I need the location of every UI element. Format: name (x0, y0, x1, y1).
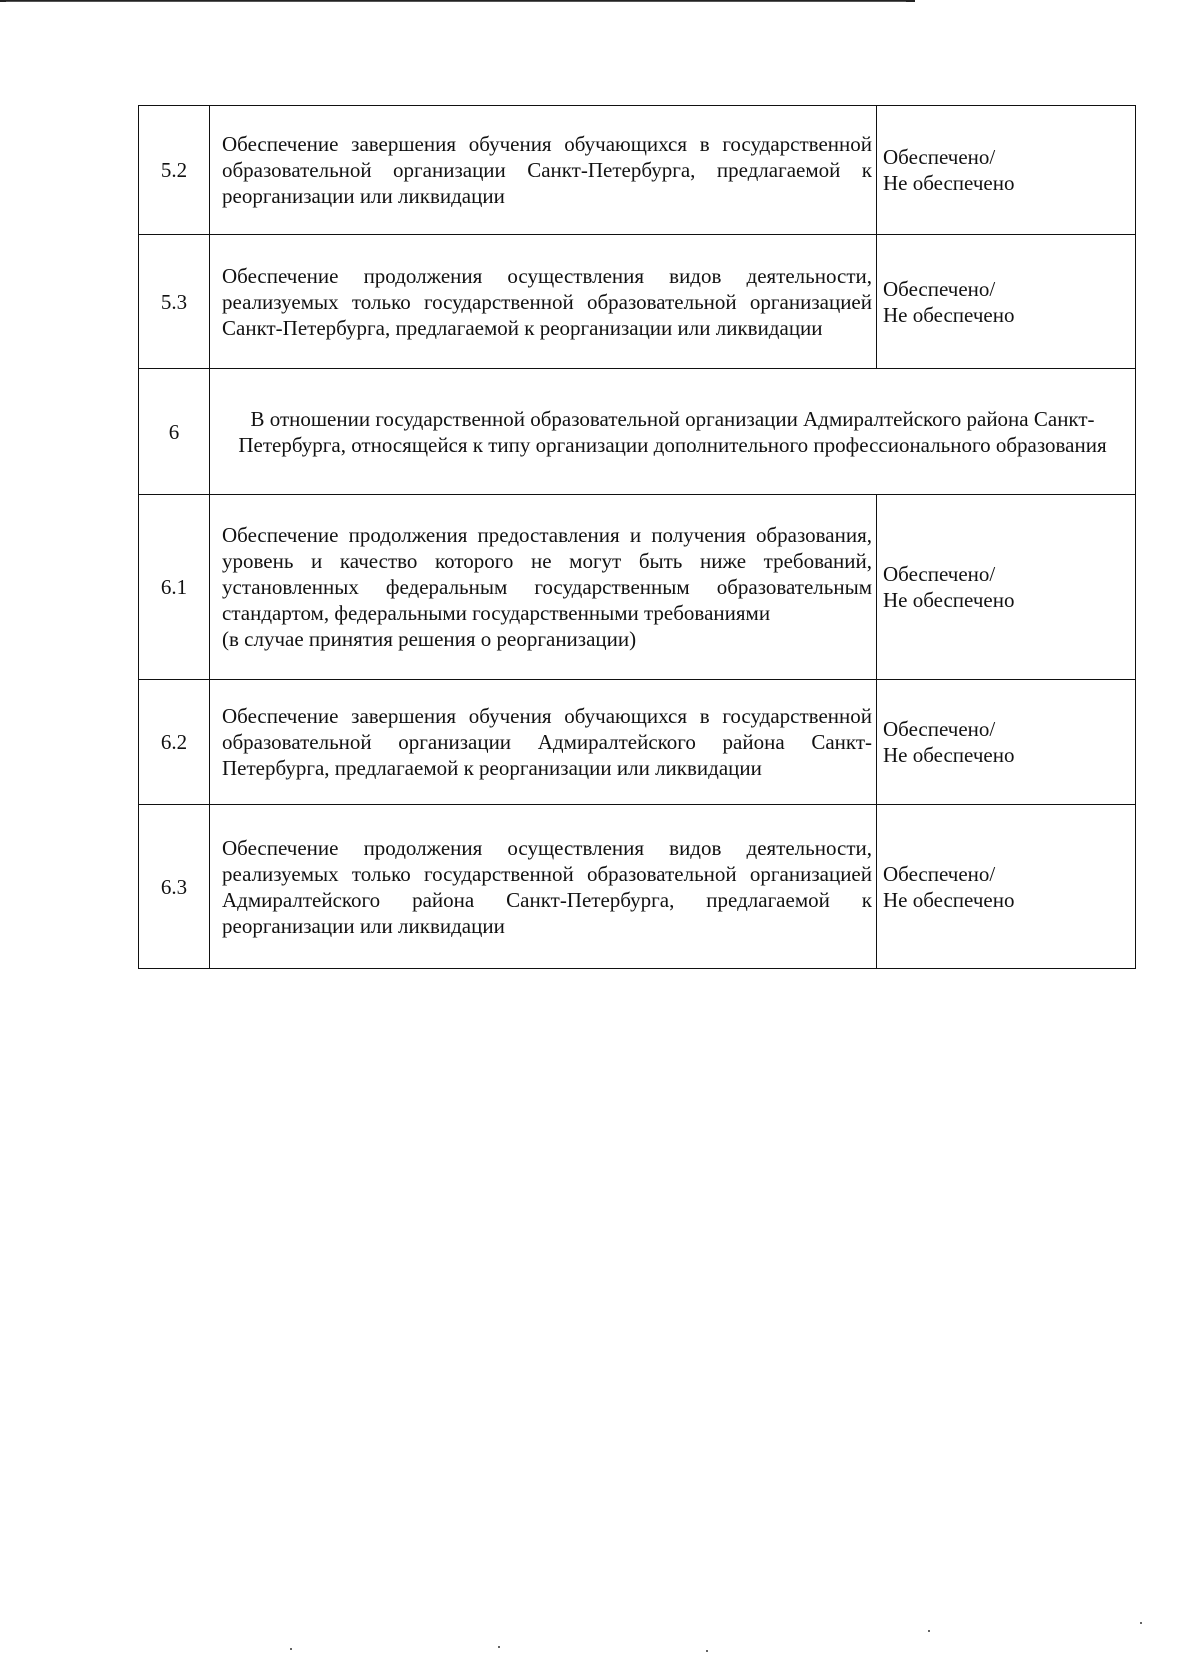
section-heading: В отношении государственной образовательной организации Адмиралтейского района Санкт-Петербурга, относящейся к типу организации дополнительного профессионального образования (210, 369, 1136, 495)
status-option-provided: Обеспечено/ (883, 562, 996, 586)
table-row (139, 106, 1136, 235)
scan-speck (498, 1646, 500, 1648)
status-option-not-provided: Не обеспечено (883, 743, 1015, 767)
scan-speck (928, 1630, 930, 1632)
criterion-text (210, 495, 877, 680)
status-option-not-provided: Не обеспечено (883, 171, 1015, 195)
table-row (139, 369, 1136, 495)
status-option-not-provided: Не обеспечено (883, 887, 1015, 912)
status-cell (877, 495, 1136, 680)
criterion-note: (в случае принятия решения о реорганизации) (222, 627, 637, 651)
status-cell (877, 235, 1136, 369)
criterion-main-text: Обеспечение продолжения предоставления и получения образования, уровень и качество которого не могут быть ниже требований, установленных федеральным государственным образовательным стандартом, федеральными государственными требованиями (222, 523, 872, 625)
criterion-text: Обеспечение продолжения осуществления видов деятельности, реализуемых только государственной образовательной организацией Адмиралтейского района Санкт-Петербурга, предлагаемой к реорганизации или ликвидации (210, 805, 877, 969)
row-number: 6 (139, 369, 210, 495)
criteria-table (138, 105, 1136, 969)
status-option-not-provided: Не обеспечено (883, 302, 1015, 327)
row-number: 6.3 (139, 805, 210, 969)
table-row (139, 495, 1136, 680)
table-row (139, 805, 1136, 969)
row-number: 5.2 (139, 106, 210, 235)
status-option-provided: Обеспечено/ (883, 861, 996, 886)
status-cell (877, 680, 1136, 805)
table-row (139, 235, 1136, 369)
status-option-provided: Обеспечено/ (883, 276, 996, 301)
criterion-text: Обеспечение завершения обучения обучающихся в государственной образовательной организации Адмиралтейского района Санкт-Петербурга, предлагаемой к реорганизации или ликвидации (210, 680, 877, 805)
criterion-text: Обеспечение продолжения осуществления видов деятельности, реализуемых только государственной образовательной организацией Санкт-Петербурга, предлагаемой к реорганизации или ликвидации (210, 235, 877, 369)
scan-top-border (0, 0, 915, 4)
status-option-provided: Обеспечено/ (883, 145, 996, 169)
scan-speck (1140, 1622, 1142, 1624)
status-option-provided: Обеспечено/ (883, 717, 996, 741)
table-row (139, 680, 1136, 805)
criterion-text: Обеспечение завершения обучения обучающихся в государственной образовательной организации Санкт-Петербурга, предлагаемой к реорганизации или ликвидации (210, 106, 877, 235)
status-cell (877, 106, 1136, 235)
row-number: 5.3 (139, 235, 210, 369)
scan-speck (290, 1648, 292, 1650)
row-number: 6.1 (139, 495, 210, 680)
status-option-not-provided: Не обеспечено (883, 588, 1015, 612)
status-cell (877, 805, 1136, 969)
scan-speck (706, 1650, 708, 1652)
row-number: 6.2 (139, 680, 210, 805)
